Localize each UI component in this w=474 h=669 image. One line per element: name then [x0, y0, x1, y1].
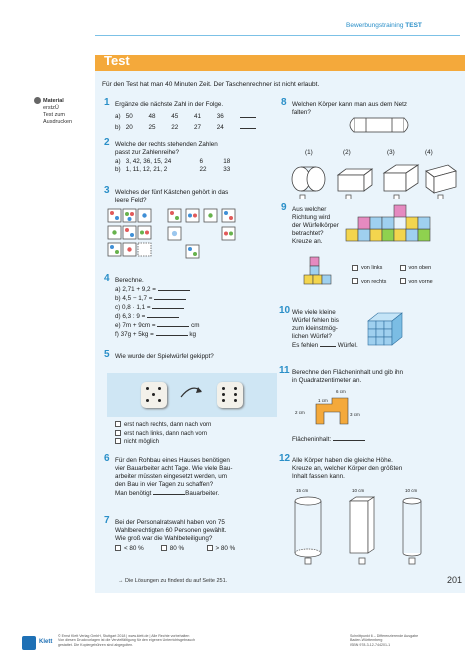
question-text: Richtung wird — [292, 214, 331, 221]
question-text: Wahlberechtigten 60 Personen gewählt. — [115, 527, 227, 534]
option-label: von vorne — [408, 278, 433, 285]
answer-blank[interactable] — [240, 123, 256, 129]
answer-blank[interactable] — [157, 321, 189, 327]
sequence-value: 41 — [194, 113, 202, 120]
calc-row — [115, 294, 200, 303]
page-header — [346, 22, 422, 29]
answer-blank[interactable] — [147, 312, 179, 318]
option-label: nicht möglich — [124, 439, 160, 445]
calc-row — [115, 303, 200, 312]
question-text: zum kleinstmög- — [292, 325, 338, 332]
sequence-value: 48 — [148, 113, 156, 120]
calc-row — [115, 321, 200, 330]
dimension-label: 10 cm — [405, 488, 418, 493]
answer-prefix: Flächeninhalt: — [292, 436, 332, 443]
dimension-label: 6 cm — [336, 389, 346, 394]
option-row[interactable] — [115, 545, 159, 553]
solutions-note: → Die Lösungen zu findest du auf Seite 251. — [118, 578, 228, 584]
question-number: 11 — [279, 365, 290, 376]
solid-label: (1) — [305, 149, 313, 156]
question-text: der Würfelkörper — [292, 222, 339, 229]
answer-suffix: Bauarbeiter. — [185, 490, 220, 497]
question-text: Kreuze an, welcher Körper den größten — [292, 465, 403, 472]
question-text: Berechne den Flächeninhalt und gib ihn — [292, 369, 403, 376]
header-rule — [95, 35, 460, 36]
answer-prefix: Man benötigt — [115, 490, 152, 497]
question-10 — [279, 305, 358, 350]
dimension-label: 15 cm — [296, 488, 309, 493]
material-note — [34, 97, 72, 126]
question-text: falten? — [292, 109, 311, 116]
copyright-line: Von diesen Druckvorlagen ist die Vervielfältigung für den eigenen Unterrichtsgebrauch — [58, 638, 196, 643]
option-label: von rechts — [361, 278, 387, 285]
question-text: Inhalt fassen kann. — [292, 473, 345, 480]
dimension-label: 10 cm — [352, 488, 365, 493]
checkbox[interactable] — [352, 278, 358, 284]
checkbox[interactable] — [207, 545, 213, 551]
option-label: < 80 % — [124, 545, 144, 552]
material-line[interactable]: Ausdrucken — [43, 118, 73, 125]
choice-option[interactable]: 33 — [223, 166, 231, 173]
book-info-line: Schnittpunkt 6 – Differenzierende Ausgabe — [350, 634, 419, 638]
question-number: 7 — [104, 515, 110, 526]
answer-blank[interactable] — [152, 303, 184, 309]
sequence-row-a — [115, 112, 256, 121]
sequence-value: 24 — [216, 124, 224, 131]
arrow-icon — [179, 381, 205, 401]
checkbox[interactable] — [115, 545, 121, 551]
option-label: 80 % — [169, 545, 185, 552]
solid-label: (4) — [425, 149, 433, 156]
calc-expression: d) 6,3 : 9 = — [115, 313, 146, 320]
question-text: in Quadratzentimeter an. — [292, 377, 362, 384]
question-11 — [279, 365, 403, 385]
row-label: a) — [115, 158, 121, 165]
question-text: Berechne. — [115, 277, 144, 284]
calc-expression: c) 0,8 · 1,1 = — [115, 304, 151, 311]
sequence-value: 50 — [125, 113, 133, 120]
checkbox[interactable] — [161, 545, 167, 551]
intro-text: Für den Test hat man 40 Minuten Zeit. Der Taschenrechner ist nicht erlaubt. — [102, 81, 320, 88]
calc-expression: e) 7m + 9cm = — [115, 322, 156, 329]
calc-row — [115, 312, 200, 321]
choice-row-b — [115, 166, 230, 174]
answer-blank[interactable] — [154, 294, 186, 300]
containers-figure — [288, 495, 458, 565]
choice-option[interactable]: 22 — [199, 166, 207, 173]
answer-blank[interactable] — [153, 489, 185, 495]
option-row[interactable] — [400, 279, 433, 285]
choice-row-a — [115, 158, 230, 166]
option-row[interactable] — [352, 278, 398, 287]
solid-label: (2) — [343, 149, 351, 156]
row-label: a) — [115, 113, 121, 120]
cube-structure-figure — [342, 203, 462, 259]
question-number: 2 — [104, 137, 110, 148]
solids-figure — [288, 157, 463, 199]
question-5 — [104, 349, 214, 361]
question-text: lichen Würfel? — [292, 333, 332, 340]
question-number: 10 — [279, 305, 291, 316]
question-text: Welches der fünf Kästchen gehört in das — [115, 189, 229, 196]
sequence-row-b — [115, 123, 256, 132]
net-figure — [340, 112, 420, 140]
question-text: Wie viele kleine — [292, 309, 336, 316]
question-text: Welche der rechts stehenden Zahlen — [115, 141, 218, 148]
calc-expression: b) 4,5 − 1,7 = — [115, 295, 153, 302]
area-answer — [292, 435, 365, 444]
question-text: arbeiter müssten eingesetzt werden, um — [115, 473, 228, 480]
question-number: 4 — [104, 273, 110, 284]
dimension-label: 3 cm — [350, 412, 360, 417]
option-row[interactable] — [352, 264, 398, 273]
question-text: Kreuze an. — [292, 238, 323, 245]
header-tag: TEST — [405, 22, 422, 29]
question-9 — [281, 202, 339, 246]
question-number: 9 — [281, 202, 287, 213]
book-info — [350, 634, 418, 647]
material-line[interactable]: erstzÜ — [43, 104, 59, 111]
pattern-grid-figure — [106, 207, 276, 263]
question-number: 1 — [104, 97, 110, 108]
question-text: Wie wurde der Spielwürfel gekippt? — [115, 353, 214, 360]
material-icon — [34, 97, 41, 104]
calc-unit: kg — [189, 331, 197, 338]
question-12 — [279, 453, 403, 481]
title-bar — [95, 55, 465, 71]
option-label: erst nach rechts, dann nach vorn — [124, 422, 212, 428]
answer-suffix: Würfel. — [337, 342, 358, 349]
die-after — [217, 382, 243, 408]
sequence-value: 45 — [171, 113, 179, 120]
answer-blank[interactable] — [156, 330, 188, 336]
option-row[interactable] — [161, 545, 205, 553]
question-text: vier Bauarbeiter acht Tage. Wie viele Bau- — [115, 465, 233, 472]
calc-unit: cm — [191, 322, 200, 329]
question-number: 5 — [104, 349, 110, 360]
question-text: den Bau in vier Tagen zu schaffen? — [115, 481, 214, 488]
option-label: von oben — [408, 265, 432, 271]
option-label: > 80 % — [215, 545, 236, 552]
question-text: Aus welcher — [292, 206, 327, 213]
number-series: 1, 11, 12, 21, 2 — [125, 166, 168, 173]
question-text: betrachtet? — [292, 230, 324, 237]
question-text: Welchen Körper kann man aus dem Netz — [292, 101, 408, 108]
q5-options — [115, 421, 211, 447]
cube-block-figure — [362, 307, 412, 357]
question-text: Alle Körper haben die gleiche Höhe. — [292, 457, 393, 464]
q9-options — [352, 264, 433, 286]
question-text: Wie groß war die Wahlbeteiligung? — [115, 535, 213, 542]
checkbox[interactable] — [400, 265, 406, 271]
book-info-line: ISBN 978-3-12-744201-1 — [350, 642, 391, 647]
question-text: Bei der Personalratswahl haben von 75 — [115, 519, 225, 526]
dimension-label: 2 cm — [295, 410, 305, 415]
option-row[interactable] — [115, 430, 211, 439]
copyright-line: © Ernst Klett Verlag GmbH, Stuttgart 2018 | www.klett.de | Alle Rechte vorbehalten — [58, 634, 190, 638]
option-label: erst nach links, dann nach vorn — [124, 430, 208, 437]
sequence-value: 25 — [148, 124, 156, 131]
checkbox[interactable] — [115, 421, 121, 427]
cube-view-figure — [302, 255, 342, 293]
copyright-notice — [58, 634, 195, 647]
page-number: 201 — [447, 575, 463, 585]
answer-blank[interactable] — [333, 435, 365, 441]
option-row[interactable] — [400, 265, 432, 271]
answer-blank[interactable] — [320, 341, 336, 347]
answer-prefix: Es fehlen — [292, 342, 319, 349]
copyright-line: gestattet. Die Kopiergebühren sind abgegolten. — [58, 642, 134, 647]
dimension-label: 1 cm — [318, 398, 328, 403]
die-before — [141, 382, 167, 408]
checkbox[interactable] — [115, 430, 121, 436]
question-text: Würfel fehlen bis — [292, 317, 339, 324]
header-section: Bewerbungstraining — [346, 22, 404, 29]
question-text: Für den Rohbau eines Hauses benötigen — [115, 457, 230, 464]
row-label: b) — [115, 166, 121, 173]
question-7 — [104, 515, 236, 553]
calc-expression: a) 2,71 + 9,2 = — [115, 286, 156, 293]
sequence-value: 27 — [194, 124, 202, 131]
sequence-value: 36 — [216, 113, 224, 120]
option-row[interactable] — [115, 421, 211, 430]
calc-expression: f) 37g + 5kg = — [115, 331, 154, 338]
question-number: 8 — [281, 97, 287, 108]
answer-blank[interactable] — [158, 285, 190, 291]
material-label: Material — [43, 97, 64, 104]
option-label: von links — [361, 265, 383, 271]
book-info-line: Baden-Württemberg — [350, 638, 383, 643]
option-row[interactable] — [207, 545, 236, 552]
question-number: 6 — [104, 453, 110, 464]
row-label: b) — [115, 124, 121, 131]
page-title: Test — [104, 53, 130, 68]
question-number: 12 — [279, 453, 291, 464]
question-text: leere Feld? — [115, 197, 147, 204]
question-number: 3 — [104, 185, 110, 196]
calc-row — [115, 285, 200, 294]
option-row[interactable] — [115, 438, 211, 447]
choice-option[interactable]: 6 — [199, 158, 204, 165]
question-4 — [104, 273, 200, 339]
question-3 — [104, 185, 229, 205]
number-series: 3, 42, 36, 15, 24 — [125, 158, 172, 165]
question-text: passt zur Zahlenreihe? — [115, 149, 180, 156]
checkbox[interactable] — [400, 278, 406, 284]
question-1 — [104, 97, 256, 132]
question-2 — [104, 137, 231, 174]
answer-blank[interactable] — [240, 112, 256, 118]
checkbox[interactable] — [352, 265, 358, 271]
checkbox[interactable] — [115, 438, 121, 444]
klett-brand: Klett — [39, 639, 53, 645]
area-figure — [290, 388, 370, 428]
sequence-value: 20 — [125, 124, 133, 131]
dice-figure — [107, 373, 277, 417]
klett-logo — [22, 636, 36, 650]
question-6 — [104, 453, 233, 498]
sequence-value: 22 — [171, 124, 179, 131]
material-line[interactable]: Test zum — [43, 111, 66, 118]
choice-option[interactable]: 18 — [223, 158, 231, 165]
question-text: Ergänze die nächste Zahl in der Folge. — [115, 101, 224, 108]
solid-label: (3) — [387, 149, 395, 156]
calc-row — [115, 330, 200, 339]
